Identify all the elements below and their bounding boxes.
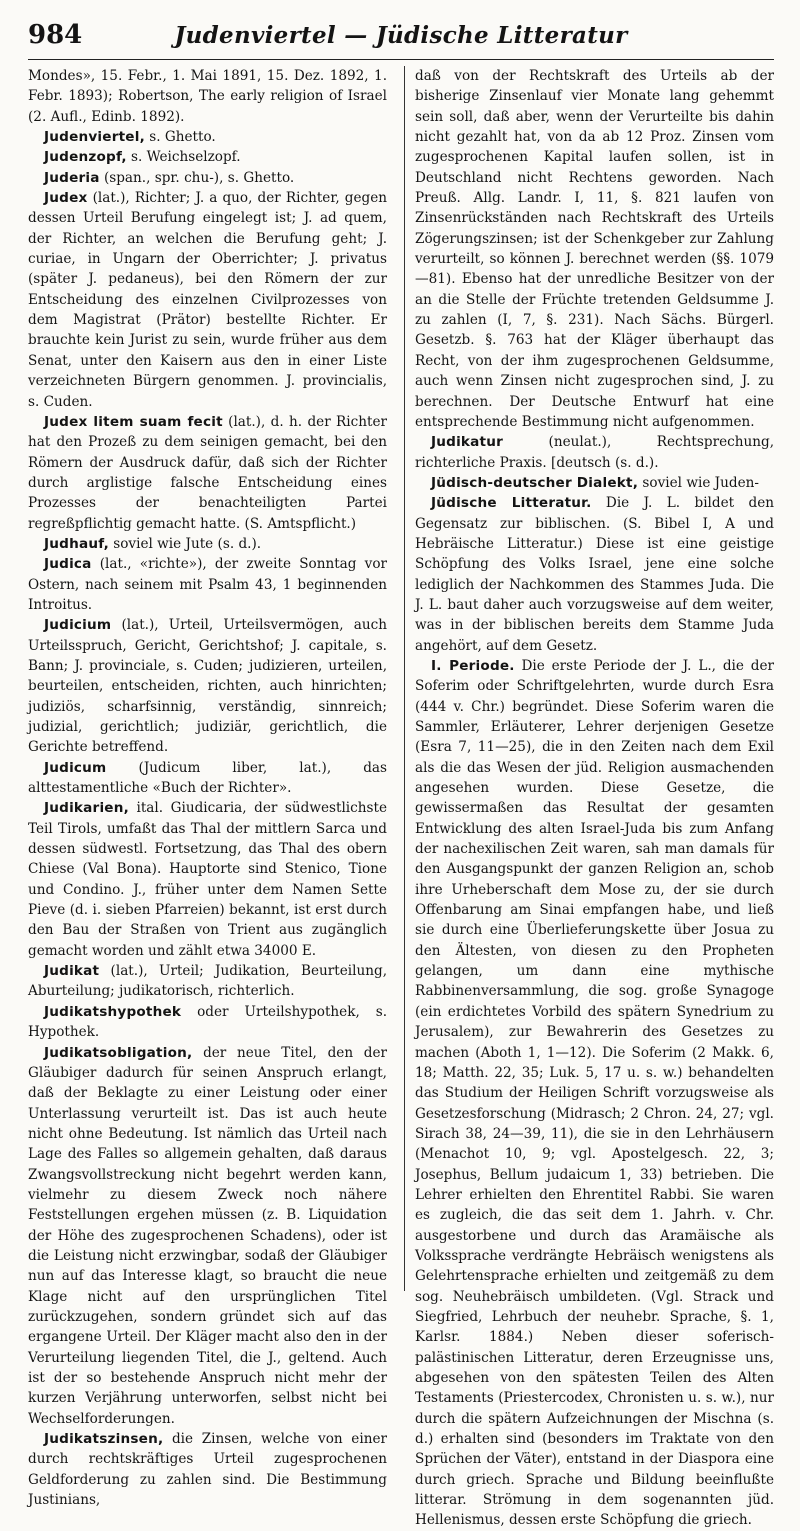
entry-text: die Zinsen, welche von einer durch rechtskräftiges Urteil zugesprochenen Geldforderung zu zahlen sind. Die Bestimmung Justinians, [28, 1431, 388, 1509]
text-columns [28, 66, 775, 1529]
entry-text: s. Weichselzopf. [126, 149, 241, 166]
dictionary-entry [28, 188, 387, 412]
entry-text: soviel wie Juden- [638, 474, 759, 491]
entry-headword: Judenzopf, [44, 149, 127, 166]
entry-headword: Judhauf, [44, 535, 109, 552]
entry-text: (lat.), d. h. der Richter hat den Prozeß zu dem seinigen gemacht, bei den Römern der Ausdruck dafür, daß sich der Richter durch arglistige falsche Entscheidung eines Prozesses der benachteiligten Partei regreßpflichtig gemacht hatte. (S. Amtspflicht.) [28, 413, 388, 532]
entry-headword: Jüdische Litteratur. [431, 495, 592, 512]
entry-headword: Judikat [44, 963, 100, 980]
column-divider [404, 66, 405, 1291]
dictionary-entry [28, 1043, 387, 1430]
dictionary-entry [28, 127, 387, 147]
entry-headword: Judica [44, 556, 92, 573]
entry-text: (span., spr. chu-), s. Ghetto. [99, 169, 295, 186]
entry-text: Die erste Periode der J. L., die der Soferim oder Schriftgelehrten, wurde durch Esra (444 v. Chr.) begründet. Diese Soferim waren die Sammler, Erläuterer, Lehrer derjenigen Gesetze (Esra 7, 11—25), die in den Zeiten nach dem Exil als die das Wesen der jüd. Religion ausmachenden angesehen wurden. Diese Gesetze, die gewissermaßen das Resultat der gesamten Entwicklung des alten Israel-Juda bis zum Anfang der nachexilischen Zeit waren, sah man damals für den Ausgangspunkt der ganzen Religion an, schob ihre Urheberschaft dem Mose zu, der sie durch Offenbarung am Sinai empfangen habe, und ließ sie durch eine Überlieferungskette über Josua zu den Ältesten, von diesen zu den Propheten gelangen, um dann eine mythische Rabbinenversammlung, die sog. große Synagoge (ein erdichtetes Vorbild des spätern Synedrium zu Jerusalem), zur Bewahrerin des Gesetzes zu machen (Aboth 1, 1—12). Die Soferim (2 Makk. 6, 18; Matth. 22, 35; Luk. 5, 17 u. s. w.) behandelten das Studium der Heiligen Schrift vorzugsweise als Gesetzesforschung (Midrasch; 2 Chron. 24, 27; vgl. Sirach 38, 24—39, 11), die sie in den Lehrhäusern (Menachot 10, 9; vgl. Apostelgesch. 22, 3; Josephus, Bellum judaicum 1, 33) betrieben. Die Lehrer erhielten den Ehrentitel Rabbi. Sie waren es zugleich, die das seit dem 1. Jahrh. v. Chr. ausgestorbene und durch das Aramäische als Volkssprache verdrängte Hebräisch wenigstens als Gelehrtensprache erhielten und zeitgemäß zu dem sog. Neuhebräisch umbildeten. (Vgl. Strack und Siegfried, Lehrbuch der neuhebr. Sprache, §. 1, Karlsr. 1884.) Neben dieser soferisch-palästinischen Litteratur, deren Erzeugnisse uns, abgesehen von den spätesten Teilen des Alten Testaments (Priestercodex, Chronisten u. s. w.), nur durch die spätern Aufzeichnungen der Mischna (s. d.) erhalten sind (besonders im Traktate von den Sprüchen der Väter), entstand in der Diaspora eine durch griech. Sprache und Bildung beeinflußte litterar. Strömung in dem sogenannten jüd. Hellenismus, dessen erste Schöpfung die griech. [415, 657, 775, 1529]
running-head: Judenviertel — Jüdische Litteratur [174, 22, 628, 49]
dictionary-entry [28, 758, 387, 799]
entry-text: (lat.), Urteil, Urteilsvermögen, auch Urteilsspruch, Gericht, Gerichtshof; J. capitale, s. Bann; J. provinciale, s. Cuden; judizieren, urteilen, beurteilen, entscheiden, richten, auch hinrichten; judiziös, scharfsinnig, verständig, sinnreich; judizial, gerichtlich; judiziär, gerichtlich, die Gerichte betreffend. [28, 617, 388, 756]
entry-headword: Judikatur [431, 434, 504, 451]
entry-headword: Judikatshypothek [44, 1003, 182, 1020]
entry-headword: Judikatszinsen, [44, 1431, 164, 1448]
dictionary-entry [28, 147, 387, 167]
dictionary-entry [415, 656, 774, 1531]
dictionary-entry [415, 66, 774, 432]
dictionary-entry [415, 473, 774, 493]
entry-headword: Judex [44, 190, 88, 207]
entry-text: Mondes», 15. Febr., 1. Mai 1891, 15. Dez. 1892, 1. Febr. 1893); Robertson, The early religion of Israel (2. Aufl., Edinb. 1892). [28, 68, 388, 125]
header-rule [28, 59, 774, 60]
entry-text: soviel wie Jute (s. d.). [108, 535, 262, 552]
entry-headword: Judex litem suam fecit [44, 413, 223, 430]
dictionary-entry [28, 961, 387, 1002]
entry-text: ital. Giudicaria, der südwestlichste Teil Tirols, umfaßt das Thal der mittlern Sarca und dessen südwestl. Fortsetzung, das Thal des obern Chiese (Val Bona). Hauptorte sind Stenico, Tione und Condino. J., früher unter dem Namen Sette Pieve (d. i. sieben Pfarreien) bekannt, ist erst durch den Bau der Straßen von Trient aus zugänglich gemacht worden und zählt etwa 34000 E. [28, 800, 388, 959]
entry-headword: Judicum [44, 759, 107, 776]
dictionary-entry [28, 412, 387, 534]
entry-text: oder Urteilshypothek, s. Hypothek. [28, 1003, 388, 1041]
entry-headword: Judenviertel, [44, 129, 145, 146]
entry-headword: Juderia [44, 169, 100, 186]
entry-headword: Judikatsobligation, [44, 1044, 193, 1061]
entry-text: (neulat.), Rechtsprechung, richterliche Praxis. [deutsch (s. d.). [415, 434, 775, 471]
page-number: 984 [28, 20, 83, 50]
dictionary-entry [28, 1429, 387, 1510]
entry-text: daß von der Rechtskraft des Urteils ab der bisherige Zinsenlauf vier Monate lang gehemmt sein soll, daß aber, wenn der Verurteilte bis dahin nicht gezahlt hat, von da ab 12 Proz. Zinsen vom zugesprochenen Kapital laufen sollen, ist in Deutschland nicht Rechtens geworden. Nach Preuß. Allg. Landr. I, 11, §. 821 laufen von Zinsenrückständen nach Rechtskraft des Urteils Zögerungszinsen; ist der Schenkgeber zur Zahlung verurteilt, so können J. berechnet werden (§§. 1079—81). Ebenso hat der unredliche Besitzer von der an die Stelle der Früchte tretenden Geldsumme J. zu zahlen (I, 7, §. 231). Nach Sächs. Bürgerl. Gesetzb. §. 763 hat der Kläger überhaupt das Recht, von der ihm zugesprochenen Geldsumme, auch wenn Zinsen nicht zugesprochen sind, J. zu berechnen. Der Deutsche Entwurf hat eine entsprechende Bestimmung nicht aufgenommen. [415, 68, 775, 430]
dictionary-entry [28, 554, 387, 615]
dictionary-entry [28, 615, 387, 757]
entry-headword: Jüdisch-deutscher Dialekt, [431, 474, 639, 491]
dictionary-entry [415, 432, 774, 473]
entry-text: Die J. L. bildet den Gegensatz zur biblischen. (S. Bibel I, A und Hebräische Litteratur.) Diese ist eine geistige Schöpfung des Volks Israel, jene eine solche lediglich der Nachkommen des Stammes Juda. Die J. L. baut daher auch vorzugsweise auf dem weiter, was in der biblischen bereits dem Stamme Juda angehört, auf dem Gesetz. [415, 495, 775, 654]
dictionary-entry [28, 534, 387, 554]
page-header [28, 14, 774, 60]
left-column [28, 66, 396, 1509]
dictionary-entry [415, 493, 774, 656]
dictionary-entry [28, 168, 387, 188]
entry-text: (Judicum liber, lat.), das alttestamentliche «Buch der Richter». [28, 759, 388, 797]
entry-headword: Judikarien, [44, 800, 129, 817]
entry-text: (lat., «richte»), der zweite Sonntag vor Ostern, nach seinem mit Psalm 43, 1 beginnenden Introitus. [28, 556, 388, 613]
entry-text: s. Ghetto. [144, 129, 216, 146]
dictionary-entry [28, 1002, 387, 1043]
entry-text: (lat.), Urteil; Judikation, Beurteilung, Aburteilung; judikatorisch, richterlich. [28, 963, 388, 1000]
entry-headword: I. Periode. [431, 657, 515, 674]
entry-headword: Judicium [44, 617, 112, 634]
entry-text: (lat.), Richter; J. a quo, der Richter, gegen dessen Urteil Berufung eingelegt ist; J. ad quem, der Richter, an welchen die Berufung geht; J. curiae, in Ungarn der Oberrichter; J. privatus (später J. pedaneus), bei den Römern der zur Entscheidung des einzelnen Civilprozesses von dem Magistrat (Prätor) bestellte Richter. Er brauchte kein Jurist zu sein, wurde früher aus dem Senat, unter den Kaisern aus den in einer Liste verzeichneten Bürgern genommen. J. provincialis, s. Cuden. [28, 190, 388, 410]
entry-text: der neue Titel, den der Gläubiger dadurch für seinen Anspruch erlangt, daß der Beklagte zu einer Leistung oder einer Unterlassung verurteilt ist. Das ist auch heute nicht ohne Bedeutung. Ist nämlich das Urteil nach Lage des Falles so allgemein gehalten, daß daraus Zwangsvollstreckung nicht begehrt werden kann, vielmehr zu diesem Zweck noch nähere Feststellungen ergehen müssen (z. B. Liquidation der Höhe des zugesprochenen Schadens), oder ist die Leistung nicht erzwingbar, sodaß der Gläubiger nun auf das Interesse klagt, so braucht die neue Klage nicht auf den ursprünglichen Titel zurückzugehen, sondern gründet sich auf das ergangene Urteil. Der Kläger macht also den in der Verurteilung liegenden Titel, die J., geltend. Auch ist der so bestehende Anspruch nicht mehr der kurzen Verjährung unterworfen, selbst nicht bei Wechselforderungen. [28, 1044, 388, 1427]
dictionary-entry [28, 66, 387, 127]
right-column [413, 66, 775, 1529]
dictionary-entry [28, 798, 387, 961]
